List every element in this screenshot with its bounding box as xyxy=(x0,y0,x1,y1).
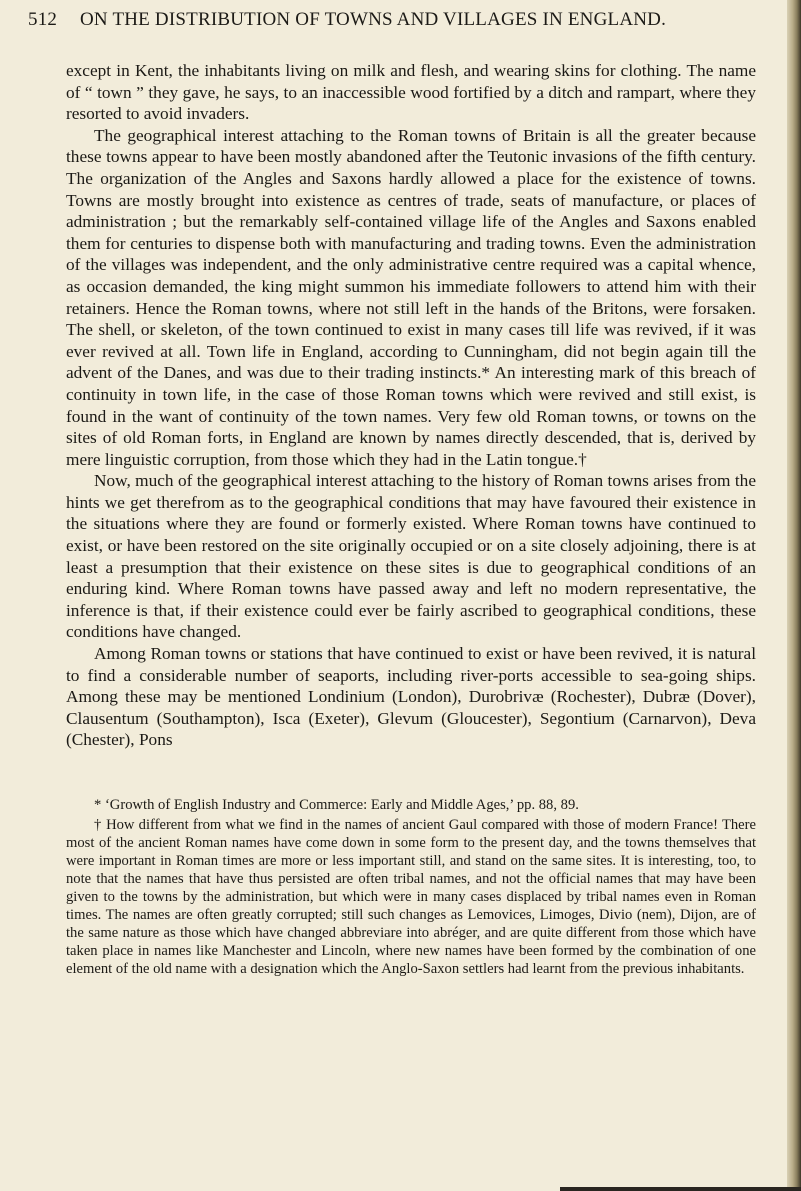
paragraph: except in Kent, the inhabitants living on milk and flesh, and wearing skins for clothing. The name of “ town ” they gave, he says, to an inaccessible wood fortified by a ditch and rampart, where they resorted to avoid invaders. xyxy=(66,61,756,124)
main-text xyxy=(66,60,756,751)
paragraph: Now, much of the geographical interest attaching to the history of Roman towns arises from the hints we get therefrom as to the geographical conditions that may have favoured their existence in the situations where they are found or formerly existed. Where Roman towns have continued to exist, or have been restored on the site originally occupied or on a site closely adjoining, there is at least a presumption that their existence on these sites is due to geographical conditions of an enduring kind. Where Roman towns have passed away and left no modern representative, the inference is that, if their existence could ever be fairly ascribed to geographical conditions, these conditions have changed. xyxy=(66,471,756,642)
page-bottom-edge xyxy=(560,1187,801,1191)
paragraph: The geographical interest attaching to the Roman towns of Britain is all the greater because these towns appear to have been mostly abandoned after the Teutonic invasions of the fifth century. The organization of the Angles and Saxons hardly allowed a place for the existence of towns. Towns are mostly brought into existence as centres of trade, seats of manufacture, or places of administration ; but the remarkably self-contained village life of the Angles and Saxons enabled them for centuries to dispense both with manufacturing and trading towns. Even the administration of the villages was independent, and the only administrative centre required was a capital whence, as occasion demanded, the king might summon his immediate followers to attend him with their retainers. Hence the Roman towns, where not still left in the hands of the Britons, were forsaken. The shell, or skeleton, of the town continued to exist in many cases till life was revived, if it was ever revived at all. Town life in England, according to Cunningham, did not begin again till the advent of the Danes, and was due to their trading instincts.* An interesting mark of this breach of continuity in town life, in the case of those Roman towns which were revived and still exist, is found in the want of continuity of the town names. Very few old Roman towns, or towns on the sites of old Roman forts, in England are known by names directly descended, that is, derived by mere linguistic corruption, from those which they had in the Latin tongue.† xyxy=(66,125,756,469)
running-header xyxy=(28,9,788,35)
paragraph: Among Roman towns or stations that have continued to exist or have been revived, it is natural to find a considerable number of seaports, including river-ports accessible to sea-going ships. Among these may be mentioned Londinium (London), Durobrivæ (Rochester), Dubræ (Dover), Clausentum (Southampton), Isca (Exeter), Glevum (Gloucester), Segontium (Carnarvon), Deva (Chester), Pons xyxy=(66,644,756,750)
running-title: ON THE DISTRIBUTION OF TOWNS AND VILLAGES IN ENGLAND. xyxy=(80,9,667,30)
footnote: * ‘Growth of English Industry and Commerce: Early and Middle Ages,’ pp. 88, 89. xyxy=(94,797,579,813)
page-number: 512 xyxy=(28,9,58,30)
footnote: † How different from what we find in the names of ancient Gaul compared with those of modern France! There most of the ancient Roman names have come down in some form to the present day, and the towns themselves that were important in Roman times are more or less important still, and stand on the same sites. It is interesting, too, to note that the names that have thus persisted are often tribal names, and not the official names that may have been given to the towns by the administration, but which were in many cases displaced by tribal names even in Roman times. The names are often greatly corrupted; still such changes as Lemovices, Limoges, Divio (nem), Dijon, are of the same nature as those which have changed abbreviare into abréger, and are quite different from those which have taken place in names like Manchester and Lincoln, where new names have been formed by the combination of one element of the old name with a designation which the Anglo-Saxon settlers had learnt from the previous inhabitants. xyxy=(66,817,756,977)
footnotes xyxy=(66,796,756,978)
page-edge-shadow xyxy=(787,0,801,1191)
